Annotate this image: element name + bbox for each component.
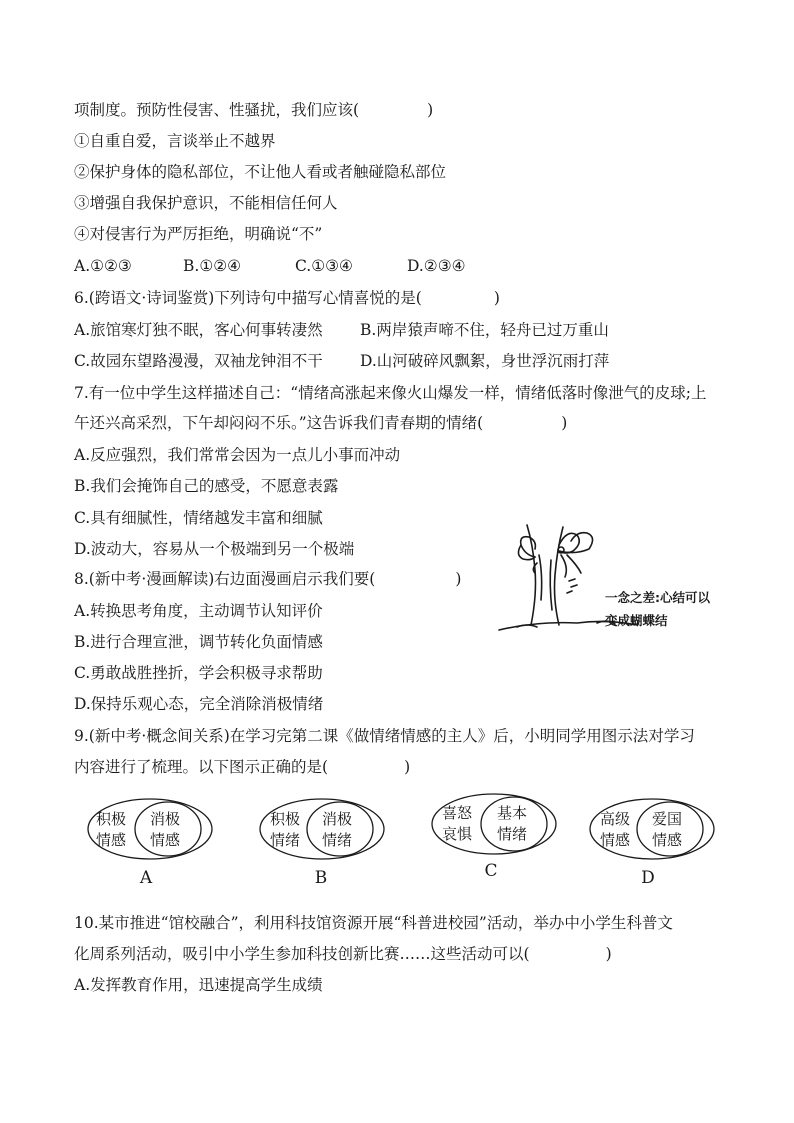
- cartoon-caption-line2: 变成蝴蝶结: [605, 613, 668, 628]
- q5-item-4: ④对侵害行为严厉拒绝，明确说“不”: [74, 225, 323, 243]
- venn-right-label: 基本 情绪: [497, 804, 528, 843]
- q6-options-row2: [74, 351, 609, 371]
- q5-option-a[interactable]: A.①②③: [74, 257, 132, 275]
- q8-option-b[interactable]: B.进行合理宣泄，调节转化负面情感: [74, 633, 323, 651]
- diagram-label-b: B: [314, 868, 328, 888]
- diagram-label-a: A: [139, 868, 153, 888]
- q8-stem-text: 8.(新中考·漫画解读)右边面漫画启示我们要(: [74, 570, 376, 588]
- diagram-label-d: D: [641, 868, 655, 888]
- venn-right-label: 消极 情感: [150, 810, 181, 849]
- q8-option-a[interactable]: A.转换思考角度，主动调节认知评价: [74, 602, 323, 620]
- q6-stem: [74, 288, 500, 308]
- q6-stem-text: 6.(跨语文·诗词鉴赏)下列诗句中描写心情喜悦的是(: [74, 289, 422, 307]
- q9-stem-text: 内容进行了梳理。以下图示正确的是(: [74, 758, 329, 776]
- q8-cartoon: [497, 515, 747, 635]
- q5-item-1: ①自重自爱，言谈举止不越界: [74, 132, 276, 150]
- q7-stem-line2: [74, 413, 567, 433]
- q8-answer-blank[interactable]: ): [455, 570, 462, 588]
- q5-option-b[interactable]: B.①②④: [183, 257, 242, 275]
- venn-left-label: 高级 情感: [600, 810, 631, 849]
- q5-options: [74, 256, 466, 276]
- q7-option-d[interactable]: D.波动大，容易从一个极端到另一个极端: [74, 540, 355, 558]
- q5-item-3: ③增强自我保护意识，不能相信任何人: [74, 194, 338, 212]
- cartoon-caption-line1: 一念之差:心结可以: [605, 590, 710, 605]
- q9-stem-line1: 9.(新中考·概念间关系)在学习完第二课《做情绪情感的主人》后，小明同学用图示法对学习: [74, 727, 695, 745]
- q7-answer-blank[interactable]: ): [561, 414, 568, 432]
- q7-option-a[interactable]: A.反应强烈，我们常常会因为一点儿小事而冲动: [74, 446, 401, 464]
- q6-option-d[interactable]: D.山河破碎风飘絮，身世浮沉雨打萍: [360, 352, 610, 370]
- q6-options-row1: [74, 320, 609, 340]
- venn-right-label: 消极 情绪: [322, 810, 353, 849]
- q8-stem: [74, 569, 461, 589]
- q10-stem-line2: [74, 944, 612, 964]
- q9-diagram-a[interactable]: [86, 795, 216, 890]
- q7-stem-line1: 7.有一位中学生这样描述自己：“情绪高涨起来像火山爆发一样，情绪低落时像泄气的皮球;上: [74, 384, 707, 402]
- q8-option-d[interactable]: D.保持乐观心态，完全消除消极情绪: [74, 695, 324, 713]
- q10-option-a[interactable]: A.发挥教育作用，迅速提高学生成绩: [74, 976, 323, 994]
- venn-left-label: 喜怒 哀惧: [442, 804, 473, 843]
- q9-answer-blank[interactable]: ): [404, 758, 411, 776]
- venn-left-label: 积极 情绪: [270, 810, 301, 849]
- q5-answer-blank[interactable]: ): [427, 101, 434, 119]
- q6-option-a[interactable]: A.旅馆寒灯独不眠，客心何事转凄然: [74, 321, 323, 339]
- q5-option-c[interactable]: C.①③④: [295, 257, 353, 275]
- q10-answer-blank[interactable]: ): [605, 945, 612, 963]
- q5-option-d[interactable]: D.②③④: [407, 257, 466, 275]
- q5-stem-text: 项制度。预防性侵害、性骚扰，我们应该(: [74, 101, 360, 119]
- q7-stem-text: 午还兴高采烈，下午却闷闷不乐。”这告诉我们青春期的情绪(: [74, 414, 484, 432]
- venn-right-label: 爱国 情感: [652, 810, 683, 849]
- q8-option-c[interactable]: C.勇敢战胜挫折，学会积极寻求帮助: [74, 664, 323, 682]
- q7-option-b[interactable]: B.我们会掩饰自己的感受，不愿意表露: [74, 477, 339, 495]
- venn-left-label: 积极 情感: [96, 810, 127, 849]
- q9-diagram-c[interactable]: [430, 790, 560, 885]
- diagram-label-c: C: [484, 861, 498, 881]
- q9-diagram-b[interactable]: [258, 795, 388, 890]
- q7-option-c[interactable]: C.具有细腻性，情绪越发丰富和细腻: [74, 509, 323, 527]
- q6-option-c[interactable]: C.故园东望路漫漫，双袖龙钟泪不干: [74, 352, 323, 370]
- q5-stem: [74, 100, 433, 120]
- q5-item-2: ②保护身体的隐私部位，不让他人看或者触碰隐私部位: [74, 163, 447, 181]
- q6-answer-blank[interactable]: ): [493, 289, 500, 307]
- q9-stem-line2: [74, 757, 410, 777]
- q6-option-b[interactable]: B.两岸猿声啼不住，轻舟已过万重山: [360, 321, 609, 339]
- q10-stem-line1: 10.某市推进“馆校融合”，利用科技馆资源开展“科普进校园”活动，举办中小学生科普文: [74, 914, 673, 932]
- q10-stem-text: 化周系列活动，吸引中小学生参加科技创新比赛……这些活动可以(: [74, 945, 530, 963]
- q9-diagram-d[interactable]: [588, 795, 718, 890]
